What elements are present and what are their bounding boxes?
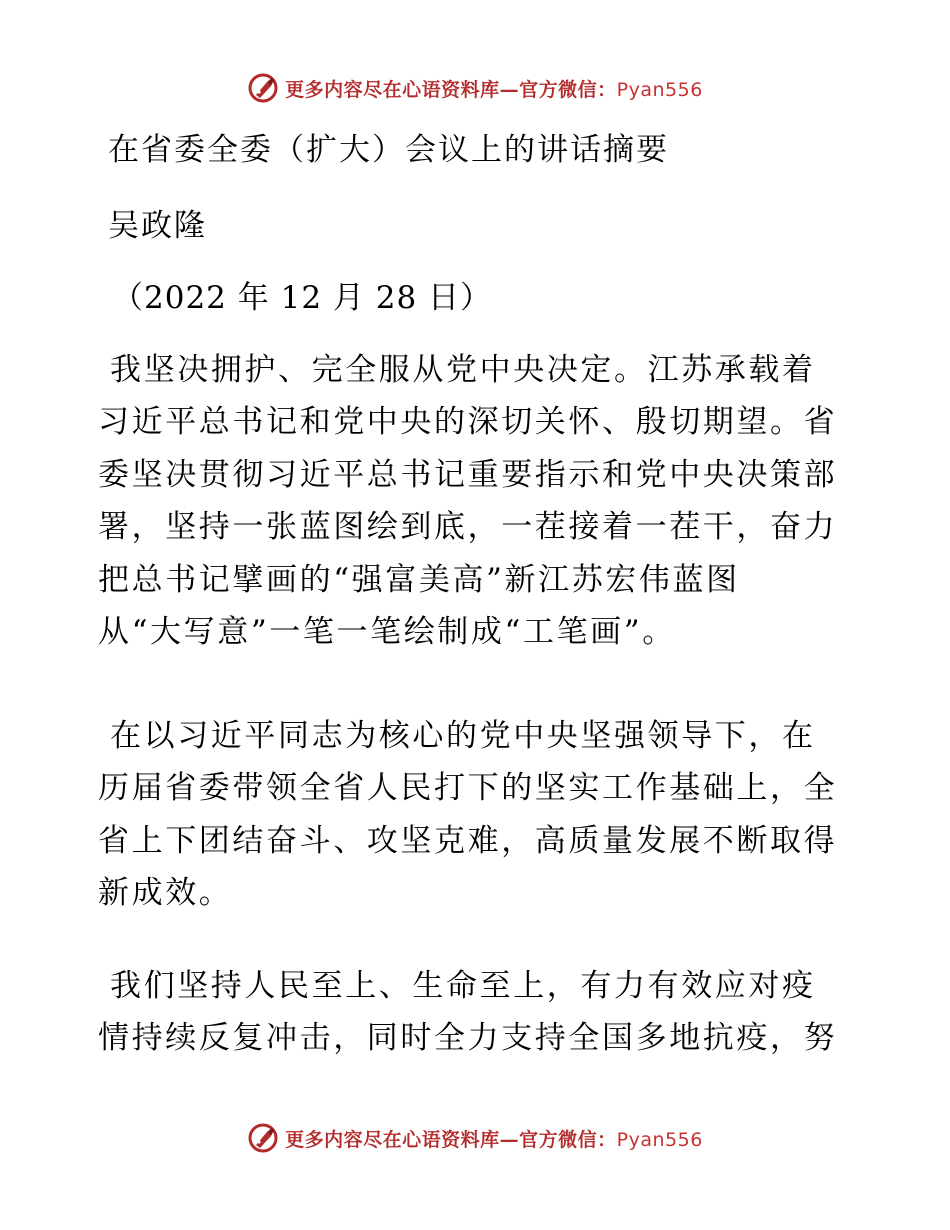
banner-wechat-id: Pyan556 [616,78,703,101]
pen-nib-logo-icon [247,1122,279,1154]
paragraph-line: 省上下团结奋斗、攻坚克难，高质量发展不断取得 [98,822,838,859]
banner-text [285,75,703,102]
paragraph-line: 历届省委带领全省人民打下的坚实工作基础上，全 [98,770,838,807]
paragraph-line: 习近平总书记和党中央的深切关怀、殷切期望。省 [98,404,838,441]
paragraph-line: 新成效。 [98,875,233,912]
paragraph-line: 在以习近平同志为核心的党中央坚强领导下，在 [110,718,816,754]
paragraph-line: 把总书记擘画的“强富美高”新江苏宏伟蓝图 [98,561,740,598]
paragraph-line: 我们坚持人民至上、生命至上，有力有效应对疫 [110,968,816,1004]
footer-watermark-banner [0,1122,950,1154]
header-watermark-banner [0,72,950,104]
body-paragraph [98,344,858,658]
banner-text-cn: 更多内容尽在心语资料库—官方微信： [285,1128,617,1151]
paragraph-line: 从“大写意”一笔一笔绘制成“工笔画”。 [98,614,676,651]
paragraph-line: 委坚决贯彻习近平总书记重要指示和党中央决策部 [98,456,838,493]
body-paragraph [98,710,858,920]
document-author: 吴政隆 [108,208,207,244]
paragraph-line: 我坚决拥护、完全服从党中央决定。江苏承载着 [110,352,816,388]
banner-wechat-id: Pyan556 [616,1128,703,1151]
banner-text-cn: 更多内容尽在心语资料库—官方微信： [285,78,617,101]
paragraph-line: 情持续反复冲击，同时全力支持全国多地抗疫，努 [98,1020,838,1057]
pen-nib-logo-icon [247,72,279,104]
body-paragraph [98,960,858,1065]
banner-text [285,1125,703,1152]
document-date: （2022 年 12 月 28 日） [112,280,493,316]
document-title: 在省委全委（扩大）会议上的讲话摘要 [108,132,669,168]
paragraph-line: 署，坚持一张蓝图绘到底，一茬接着一茬干，奋力 [98,509,838,546]
